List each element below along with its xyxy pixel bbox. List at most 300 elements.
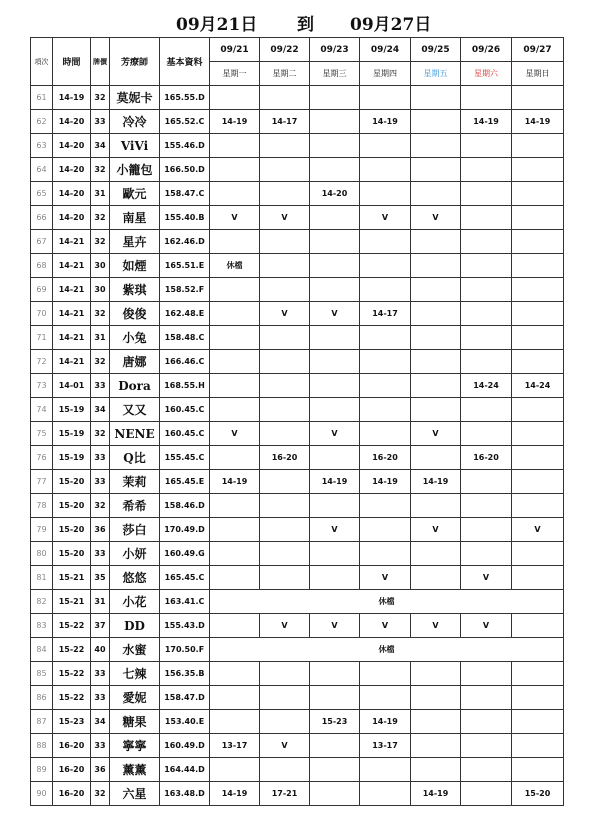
row-index: 80 — [31, 542, 53, 566]
schedule-cell — [260, 398, 310, 422]
schedule-cell — [210, 350, 260, 374]
schedule-cell — [260, 686, 310, 710]
row-time: 15-22 — [53, 614, 91, 638]
schedule-cell: 14-19 — [360, 110, 411, 134]
schedule-cell — [210, 302, 260, 326]
row-basic-info: 158.46.D — [160, 494, 210, 518]
schedule-cell — [411, 710, 461, 734]
row-therapist-name: 俊俊 — [110, 302, 160, 326]
schedule-cell — [411, 158, 461, 182]
schedule-cell — [512, 470, 564, 494]
schedule-cell — [411, 230, 461, 254]
schedule-cell — [360, 86, 411, 110]
row-time: 15-20 — [53, 542, 91, 566]
table-row — [31, 470, 564, 494]
schedule-cell — [260, 758, 310, 782]
schedule-cell — [411, 542, 461, 566]
schedule-cell: 14-19 — [461, 110, 512, 134]
schedule-cell — [512, 182, 564, 206]
schedule-cell: V — [411, 206, 461, 230]
schedule-cell — [210, 398, 260, 422]
row-price: 34 — [91, 710, 110, 734]
row-therapist-name: 薰薰 — [110, 758, 160, 782]
row-index: 62 — [31, 110, 53, 134]
row-therapist-name: 星卉 — [110, 230, 160, 254]
schedule-cell — [411, 374, 461, 398]
schedule-cell — [411, 326, 461, 350]
row-basic-info: 158.47.D — [160, 686, 210, 710]
schedule-cell — [461, 254, 512, 278]
row-index: 66 — [31, 206, 53, 230]
schedule-cell — [461, 710, 512, 734]
row-therapist-name: 七辣 — [110, 662, 160, 686]
schedule-cell: 16-20 — [461, 446, 512, 470]
schedule-cell: V — [310, 518, 360, 542]
schedule-cell — [310, 374, 360, 398]
schedule-cell — [260, 182, 310, 206]
schedule-cell: V — [310, 422, 360, 446]
table-row — [31, 494, 564, 518]
header-weekday: 星期日 — [512, 62, 564, 86]
row-basic-info: 160.49.G — [160, 542, 210, 566]
row-basic-info: 170.50.F — [160, 638, 210, 662]
row-price: 33 — [91, 446, 110, 470]
schedule-cell — [461, 302, 512, 326]
schedule-cell — [411, 662, 461, 686]
row-therapist-name: 冷冷 — [110, 110, 160, 134]
schedule-cell: 13-17 — [210, 734, 260, 758]
schedule-cell — [310, 734, 360, 758]
schedule-cell — [210, 326, 260, 350]
schedule-cell — [210, 374, 260, 398]
schedule-cell — [512, 686, 564, 710]
schedule-cell — [512, 446, 564, 470]
header-date: 09/27 — [512, 38, 564, 62]
table-row — [31, 638, 564, 662]
row-basic-info: 165.45.C — [160, 566, 210, 590]
schedule-cell — [411, 86, 461, 110]
table-row — [31, 134, 564, 158]
title-start-date: 09月21日 — [176, 15, 258, 35]
schedule-cell — [512, 86, 564, 110]
schedule-cell — [461, 230, 512, 254]
row-therapist-name: 悠悠 — [110, 566, 160, 590]
row-basic-info: 163.41.C — [160, 590, 210, 614]
table-row — [31, 278, 564, 302]
row-basic-info: 162.48.E — [160, 302, 210, 326]
row-index: 68 — [31, 254, 53, 278]
title-end-date: 09月27日 — [350, 15, 432, 35]
schedule-cell — [461, 662, 512, 686]
schedule-cell — [210, 446, 260, 470]
row-basic-info: 165.52.C — [160, 110, 210, 134]
table-row — [31, 254, 564, 278]
row-price: 32 — [91, 86, 110, 110]
schedule-cell — [310, 686, 360, 710]
table-row — [31, 350, 564, 374]
row-basic-info: 168.55.H — [160, 374, 210, 398]
schedule-cell — [260, 518, 310, 542]
schedule-cell — [411, 134, 461, 158]
header-idx: 項次 — [31, 38, 53, 86]
table-row — [31, 422, 564, 446]
schedule-cell — [411, 302, 461, 326]
table-row — [31, 110, 564, 134]
schedule-cell — [512, 662, 564, 686]
row-index: 70 — [31, 302, 53, 326]
row-price: 32 — [91, 302, 110, 326]
row-basic-info: 163.48.D — [160, 782, 210, 806]
schedule-cell — [310, 398, 360, 422]
schedule-cell — [260, 566, 310, 590]
schedule-cell — [310, 278, 360, 302]
row-price: 32 — [91, 158, 110, 182]
schedule-body — [31, 86, 564, 806]
row-therapist-name: 歐元 — [110, 182, 160, 206]
row-time: 15-20 — [53, 494, 91, 518]
row-therapist-name: 六星 — [110, 782, 160, 806]
row-index: 85 — [31, 662, 53, 686]
schedule-cell — [360, 518, 411, 542]
row-index: 89 — [31, 758, 53, 782]
schedule-cell — [310, 254, 360, 278]
schedule-cell — [461, 734, 512, 758]
row-index: 63 — [31, 134, 53, 158]
row-price: 33 — [91, 734, 110, 758]
schedule-cell — [360, 134, 411, 158]
table-row — [31, 710, 564, 734]
schedule-cell — [310, 782, 360, 806]
row-time: 14-20 — [53, 206, 91, 230]
schedule-cell — [260, 254, 310, 278]
row-leave-note: 休檔 — [210, 590, 564, 614]
schedule-cell — [260, 230, 310, 254]
row-price: 32 — [91, 494, 110, 518]
row-basic-info: 165.45.E — [160, 470, 210, 494]
row-time: 14-21 — [53, 302, 91, 326]
row-time: 15-19 — [53, 398, 91, 422]
schedule-cell: 14-20 — [310, 182, 360, 206]
header-name: 芳療師 — [110, 38, 160, 86]
row-basic-info: 158.52.F — [160, 278, 210, 302]
schedule-cell: V — [210, 206, 260, 230]
row-price: 31 — [91, 182, 110, 206]
row-time: 14-21 — [53, 230, 91, 254]
row-index: 81 — [31, 566, 53, 590]
row-time: 14-21 — [53, 254, 91, 278]
row-basic-info: 155.40.B — [160, 206, 210, 230]
row-therapist-name: 唐娜 — [110, 350, 160, 374]
schedule-cell — [260, 422, 310, 446]
header-date: 09/23 — [310, 38, 360, 62]
schedule-cell — [210, 182, 260, 206]
header-date: 09/21 — [210, 38, 260, 62]
schedule-cell — [260, 158, 310, 182]
schedule-cell: V — [461, 566, 512, 590]
row-index: 67 — [31, 230, 53, 254]
row-index: 69 — [31, 278, 53, 302]
row-price: 40 — [91, 638, 110, 662]
schedule-cell: 14-24 — [461, 374, 512, 398]
schedule-cell — [461, 182, 512, 206]
schedule-cell — [310, 206, 360, 230]
row-therapist-name: 莫妮卡 — [110, 86, 160, 110]
row-therapist-name: 糖果 — [110, 710, 160, 734]
schedule-cell — [210, 614, 260, 638]
row-index: 65 — [31, 182, 53, 206]
table-row — [31, 206, 564, 230]
schedule-cell — [360, 326, 411, 350]
schedule-cell — [360, 398, 411, 422]
schedule-cell — [210, 686, 260, 710]
table-row — [31, 758, 564, 782]
schedule-cell: 14-19 — [411, 782, 461, 806]
schedule-cell — [360, 158, 411, 182]
schedule-cell: 16-20 — [260, 446, 310, 470]
schedule-cell — [461, 422, 512, 446]
row-basic-info: 153.40.E — [160, 710, 210, 734]
table-row — [31, 518, 564, 542]
schedule-cell: 14-19 — [360, 470, 411, 494]
schedule-cell: 13-17 — [360, 734, 411, 758]
row-price: 31 — [91, 326, 110, 350]
table-row — [31, 542, 564, 566]
row-index: 90 — [31, 782, 53, 806]
row-price: 35 — [91, 566, 110, 590]
schedule-cell — [260, 542, 310, 566]
row-time: 14-20 — [53, 110, 91, 134]
schedule-cell — [310, 494, 360, 518]
schedule-cell — [310, 542, 360, 566]
schedule-cell — [360, 686, 411, 710]
row-therapist-name: Q比 — [110, 446, 160, 470]
schedule-cell — [210, 278, 260, 302]
row-index: 72 — [31, 350, 53, 374]
row-basic-info: 160.45.C — [160, 398, 210, 422]
schedule-cell — [260, 86, 310, 110]
row-index: 84 — [31, 638, 53, 662]
schedule-cell: V — [411, 422, 461, 446]
schedule-cell: 14-24 — [512, 374, 564, 398]
row-basic-info: 155.45.C — [160, 446, 210, 470]
table-row — [31, 686, 564, 710]
schedule-cell: V — [411, 518, 461, 542]
header-num: 牌價 — [91, 38, 110, 86]
schedule-cell — [411, 278, 461, 302]
schedule-cell — [360, 542, 411, 566]
schedule-cell — [461, 278, 512, 302]
table-row — [31, 398, 564, 422]
row-price: 33 — [91, 542, 110, 566]
schedule-cell — [310, 326, 360, 350]
header-row-dates — [31, 38, 564, 62]
schedule-cell: V — [360, 566, 411, 590]
row-basic-info: 165.55.D — [160, 86, 210, 110]
schedule-cell — [411, 446, 461, 470]
row-price: 33 — [91, 374, 110, 398]
title-to-word: 到 — [297, 15, 314, 35]
schedule-cell: 14-17 — [260, 110, 310, 134]
row-therapist-name: 又又 — [110, 398, 160, 422]
schedule-cell: V — [310, 614, 360, 638]
schedule-cell: V — [310, 302, 360, 326]
schedule-cell — [360, 494, 411, 518]
row-therapist-name: 莎白 — [110, 518, 160, 542]
schedule-cell — [512, 134, 564, 158]
schedule-cell — [461, 758, 512, 782]
schedule-cell — [461, 398, 512, 422]
row-time: 14-01 — [53, 374, 91, 398]
schedule-cell — [461, 158, 512, 182]
row-therapist-name: 希希 — [110, 494, 160, 518]
row-basic-info: 158.48.C — [160, 326, 210, 350]
header-date: 09/25 — [411, 38, 461, 62]
header-date: 09/24 — [360, 38, 411, 62]
schedule-cell — [360, 230, 411, 254]
schedule-cell — [461, 86, 512, 110]
table-row — [31, 566, 564, 590]
row-basic-info: 166.46.C — [160, 350, 210, 374]
schedule-cell: 14-19 — [210, 110, 260, 134]
schedule-cell — [461, 206, 512, 230]
row-time: 15-22 — [53, 662, 91, 686]
row-time: 15-21 — [53, 566, 91, 590]
schedule-cell — [512, 278, 564, 302]
row-index: 86 — [31, 686, 53, 710]
schedule-cell: 14-19 — [310, 470, 360, 494]
row-time: 16-20 — [53, 758, 91, 782]
schedule-cell — [411, 494, 461, 518]
row-therapist-name: 小花 — [110, 590, 160, 614]
row-price: 33 — [91, 110, 110, 134]
schedule-cell — [411, 398, 461, 422]
schedule-cell — [310, 230, 360, 254]
table-row — [31, 782, 564, 806]
schedule-cell: 14-19 — [360, 710, 411, 734]
row-time: 15-21 — [53, 590, 91, 614]
table-row — [31, 374, 564, 398]
schedule-cell — [411, 254, 461, 278]
schedule-cell — [360, 758, 411, 782]
schedule-cell — [512, 710, 564, 734]
schedule-cell — [210, 518, 260, 542]
row-index: 79 — [31, 518, 53, 542]
schedule-cell — [360, 374, 411, 398]
schedule-cell — [461, 542, 512, 566]
schedule-cell — [260, 278, 310, 302]
schedule-cell — [260, 710, 310, 734]
schedule-cell — [360, 254, 411, 278]
row-basic-info: 164.44.D — [160, 758, 210, 782]
schedule-cell — [310, 134, 360, 158]
row-basic-info: 158.47.C — [160, 182, 210, 206]
schedule-cell — [411, 110, 461, 134]
row-price: 34 — [91, 134, 110, 158]
header-weekday-saturday: 星期六 — [461, 62, 512, 86]
row-index: 61 — [31, 86, 53, 110]
row-price: 36 — [91, 518, 110, 542]
row-time: 15-23 — [53, 710, 91, 734]
schedule-cell: V — [360, 614, 411, 638]
schedule-cell — [260, 470, 310, 494]
schedule-cell — [260, 326, 310, 350]
schedule-cell — [512, 542, 564, 566]
row-index: 88 — [31, 734, 53, 758]
schedule-cell — [360, 662, 411, 686]
row-therapist-name: 小籠包 — [110, 158, 160, 182]
schedule-cell — [310, 758, 360, 782]
row-price: 30 — [91, 254, 110, 278]
row-therapist-name: 水蜜 — [110, 638, 160, 662]
schedule-cell — [310, 110, 360, 134]
schedule-cell — [260, 374, 310, 398]
table-row — [31, 734, 564, 758]
header-weekday: 星期一 — [210, 62, 260, 86]
row-time: 14-19 — [53, 86, 91, 110]
row-basic-info: 160.49.D — [160, 734, 210, 758]
table-row — [31, 614, 564, 638]
row-therapist-name: 愛妮 — [110, 686, 160, 710]
schedule-cell — [461, 782, 512, 806]
schedule-cell — [512, 422, 564, 446]
row-therapist-name: ViVi — [110, 134, 160, 158]
schedule-cell: 15-20 — [512, 782, 564, 806]
row-therapist-name: NENE — [110, 422, 160, 446]
row-time: 14-20 — [53, 158, 91, 182]
header-info: 基本資料 — [160, 38, 210, 86]
schedule-cell — [310, 566, 360, 590]
schedule-cell: V — [461, 614, 512, 638]
schedule-cell — [210, 134, 260, 158]
row-therapist-name: 小妍 — [110, 542, 160, 566]
schedule-title — [0, 10, 596, 34]
schedule-cell: V — [260, 302, 310, 326]
row-price: 31 — [91, 590, 110, 614]
schedule-cell — [512, 206, 564, 230]
row-time: 15-22 — [53, 638, 91, 662]
row-time: 14-21 — [53, 326, 91, 350]
row-time: 15-22 — [53, 686, 91, 710]
row-index: 75 — [31, 422, 53, 446]
row-index: 87 — [31, 710, 53, 734]
schedule-cell — [210, 230, 260, 254]
row-price: 32 — [91, 350, 110, 374]
row-price: 32 — [91, 782, 110, 806]
row-price: 34 — [91, 398, 110, 422]
schedule-cell — [210, 542, 260, 566]
schedule-cell — [512, 398, 564, 422]
row-time: 15-20 — [53, 518, 91, 542]
row-therapist-name: 紫琪 — [110, 278, 160, 302]
schedule-cell — [461, 494, 512, 518]
row-therapist-name: 如煙 — [110, 254, 160, 278]
table-row — [31, 86, 564, 110]
row-basic-info: 160.45.C — [160, 422, 210, 446]
schedule-cell — [411, 686, 461, 710]
table-row — [31, 590, 564, 614]
row-time: 14-21 — [53, 278, 91, 302]
schedule-cell: 16-20 — [360, 446, 411, 470]
row-basic-info: 170.49.D — [160, 518, 210, 542]
row-index: 76 — [31, 446, 53, 470]
schedule-cell — [310, 86, 360, 110]
row-price: 32 — [91, 206, 110, 230]
schedule-cell — [411, 566, 461, 590]
schedule-cell: 14-19 — [210, 782, 260, 806]
schedule-cell: 14-17 — [360, 302, 411, 326]
schedule-cell — [210, 494, 260, 518]
schedule-cell — [512, 494, 564, 518]
